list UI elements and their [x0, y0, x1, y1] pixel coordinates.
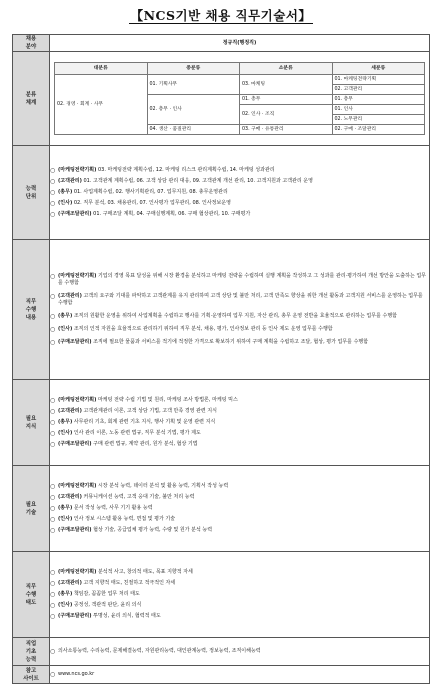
cls-middle-2: 04. 생산 · 품질관리 [147, 125, 240, 135]
list-item: ○ (총무) 사무관리 기초, 회계 관련 기초 지식, 행사 기획 및 운영 관련 지식 [50, 419, 216, 426]
cls-header-middle: 중분류 [147, 63, 240, 75]
bullet-icon: ○ [50, 494, 56, 501]
list-item: ○ (구매조달관리) 구매 관련 법규, 계약 관리, 원가 분석, 협상 기법 [50, 441, 198, 448]
label-job-duty: 직무 수행 내용 [13, 240, 50, 380]
cls-detail-5: 02. 구매 · 조달관리 [332, 125, 425, 135]
list-item: ○ (마케팅전략기획) 시장 분석 능력, 데이터 분석 및 활용 능력, 기획서 작성 능력 [50, 483, 229, 490]
value-recruit-unit: 정규직(행정직) [50, 35, 430, 52]
cls-detail-0: 01. 마케팅전략기획 [332, 75, 425, 85]
list-item: ○ 의사소통능력, 수리능력, 문제해결능력, 자원관리능력, 대인관계능력, 정보능력, 조직이해능력 [50, 648, 261, 655]
cls-middle-0: 01. 기획사무 [147, 75, 240, 95]
cls-header-major: 대분류 [55, 63, 148, 75]
bullet-icon: ○ [50, 648, 56, 655]
list-item [50, 671, 429, 678]
bullet-icon: ○ [50, 580, 56, 587]
label-knowledge: 필요 지식 [13, 380, 50, 466]
document-title: 【NCS기반 채용 직무기술서】 [130, 8, 312, 23]
row-attitude [13, 552, 430, 638]
list-item: ○ (총무) 문서 작성 능력, 사무 기기 활용 능력 [50, 505, 153, 512]
list-item: ○ (구매조달관리) 투명성, 윤리 의식, 협력적 태도 [50, 613, 161, 620]
list-item: ○ (고객관리) 커뮤니케이션 능력, 고객 응대 기술, 불만 처리 능력 [50, 494, 195, 501]
cls-header-detail: 세분류 [332, 63, 425, 75]
bullet-icon: ○ [50, 339, 56, 346]
cls-detail-4: 02. 노무관리 [332, 115, 425, 125]
bullet-icon: ○ [50, 671, 56, 678]
list-item: ○ (인사) 공정성, 객관적 판단, 윤리 의식 [50, 602, 142, 609]
skills-list [50, 466, 430, 552]
row-ability-units [13, 146, 430, 240]
label-recruit-unit: 채용 분야 [13, 35, 50, 52]
reference-link[interactable]: www.ncs.go.kr [58, 671, 95, 677]
label-reference: 참고 사이트 [13, 666, 50, 684]
cls-detail-3: 01. 인사 [332, 105, 425, 115]
bullet-icon: ○ [50, 602, 56, 609]
basic-competency-cell [50, 638, 430, 666]
list-item: ○ (구매조달관리) 조직에 필요한 물품과 서비스를 적기에 적정한 가격으로 확보하기 위하여 구매 계획을 수립하고 조달, 협상, 평가 업무를 수행함 [50, 339, 369, 346]
label-ability-units: 능력 단위 [13, 146, 50, 240]
cls-header-minor: 소분류 [240, 63, 333, 75]
bullet-icon: ○ [50, 613, 56, 620]
list-item: ○ (인사) 02. 직무 분석, 03. 채용관리, 07. 인사평가 업무관리, 08. 인사정보운영 [50, 200, 231, 207]
job-description-table [12, 34, 430, 684]
bullet-icon: ○ [50, 527, 56, 534]
job-duty-list [50, 240, 430, 380]
cls-minor-2: 02. 인사 · 조직 [240, 105, 333, 125]
bullet-icon: ○ [50, 293, 56, 300]
label-classification: 분류 체계 [13, 52, 50, 146]
list-item: ○ (인사) 조직의 인적 자원을 효율적으로 관리하기 위하여 직무 분석, 채용, 평가, 인사정보 관리 등 인사 제도 운영 업무를 수행함 [50, 326, 333, 333]
classification-table [54, 62, 425, 135]
list-item: ○ (구매조달관리) 협상 기술, 공급업체 평가 능력, 수량 및 원가 분석 능력 [50, 527, 213, 534]
list-item: ○ (마케팅전략기획) 분석적 사고, 창의적 태도, 목표 지향적 자세 [50, 569, 193, 576]
list-item: ○ (총무) 조직의 원활한 운영을 위하여 사업계획을 수립하고 행사를 기획·운영하며 업무 지원, 자산 관리, 총무 운영 전반을 효율적으로 관리하는 업무를 수행함 [50, 313, 398, 320]
bullet-icon: ○ [50, 441, 56, 448]
list-item: ○ (총무) 책임감, 꼼꼼한 업무 처리 태도 [50, 591, 140, 598]
bullet-icon: ○ [50, 483, 56, 490]
bullet-icon: ○ [50, 273, 56, 280]
bullet-icon: ○ [50, 313, 56, 320]
bullet-icon: ○ [50, 200, 56, 207]
bullet-icon: ○ [50, 408, 56, 415]
bullet-icon: ○ [50, 430, 56, 437]
label-skills: 필요 기술 [13, 466, 50, 552]
bullet-icon: ○ [50, 397, 56, 404]
list-item: ○ (마케팅전략기획) 03. 마케팅전략 계획수립, 12. 마케팅 리스크 관리계획수립, 14. 마케팅 성과관리 [50, 167, 275, 174]
cls-minor-1: 01. 총무 [240, 95, 333, 105]
bullet-icon: ○ [50, 326, 56, 333]
bullet-icon: ○ [50, 419, 56, 426]
list-item: ○ (총무) 01. 사업계획수립, 02. 행사기획관리, 07. 업무지원, 08. 총무운영관리 [50, 189, 228, 196]
row-reference [13, 666, 430, 684]
ability-units-list [50, 146, 430, 240]
list-item: ○ (마케팅전략기획) 기업의 경영 목표 달성을 위해 시장 환경을 분석하고 마케팅 전략을 수립하며 실행 계획을 작성하고 그 성과를 관리·평가하여 개선 방안을 도출하는 업무를 수행함 [50, 273, 426, 286]
row-skills [13, 466, 430, 552]
bullet-icon: ○ [50, 189, 56, 196]
list-item: ○ (고객관리) 고객의 요구와 기대를 파악하고 고객관계를 유지 관리하며 고객 상담 및 불만 처리, 고객 만족도 향상을 위한 개선 활동과 고객지원 서비스를 운영하는 업무를 수행함 [50, 293, 423, 306]
bullet-icon: ○ [50, 211, 56, 218]
list-item: ○ (고객관리) 고객 지향적 태도, 친절하고 적극적인 자세 [50, 580, 176, 587]
row-job-duty [13, 240, 430, 380]
bullet-icon: ○ [50, 591, 56, 598]
bullet-icon: ○ [50, 178, 56, 185]
classification-cell [50, 52, 430, 146]
bullet-icon: ○ [50, 167, 56, 174]
cls-minor-3: 03. 구매 · 유통관리 [240, 125, 333, 135]
attitude-list [50, 552, 430, 638]
cls-detail-1: 02. 고객관리 [332, 85, 425, 95]
list-item: ○ (인사) 인사 관리 이론, 노동 관련 법규, 직무 분석 기법, 평가 제도 [50, 430, 201, 437]
cls-major: 02. 경영 · 회계 · 사무 [55, 75, 148, 135]
cls-middle-1: 02. 총무 · 인사 [147, 95, 240, 125]
reference-cell [50, 666, 430, 684]
list-item: ○ (마케팅전략기획) 마케팅 전략 수립 기법 및 원리, 마케팅 조사 방법론, 마케팅 믹스 [50, 397, 238, 404]
bullet-icon: ○ [50, 516, 56, 523]
label-attitude: 직무 수행 태도 [13, 552, 50, 638]
cls-detail-2: 01. 총무 [332, 95, 425, 105]
cls-minor-0: 03. 마케팅 [240, 75, 333, 95]
row-classification [13, 52, 430, 146]
list-item: ○ (인사) 인사 정보 시스템 활용 능력, 면접 및 평가 기술 [50, 516, 176, 523]
list-item: ○ (고객관리) 고객관계관리 이론, 고객 상담 기법, 고객 만족 경영 관련 지식 [50, 408, 217, 415]
label-basic-competency: 직업 기초 능력 [13, 638, 50, 666]
bullet-icon: ○ [50, 569, 56, 576]
list-item: ○ (구매조달관리) 01. 구매조달 계획, 04. 구매실행계획, 06. 구매 협상관리, 10. 구매평가 [50, 211, 251, 218]
knowledge-list [50, 380, 430, 466]
row-knowledge [13, 380, 430, 466]
row-basic-competency [13, 638, 430, 666]
list-item: ○ (고객관리) 01. 고객관계 계획수립, 06. 고객 상담 관리 대응, 09. 고객관계 개선 관리, 10. 고객지원과 고객관리 운영 [50, 178, 313, 185]
row-recruit-unit [13, 35, 430, 52]
bullet-icon: ○ [50, 505, 56, 512]
